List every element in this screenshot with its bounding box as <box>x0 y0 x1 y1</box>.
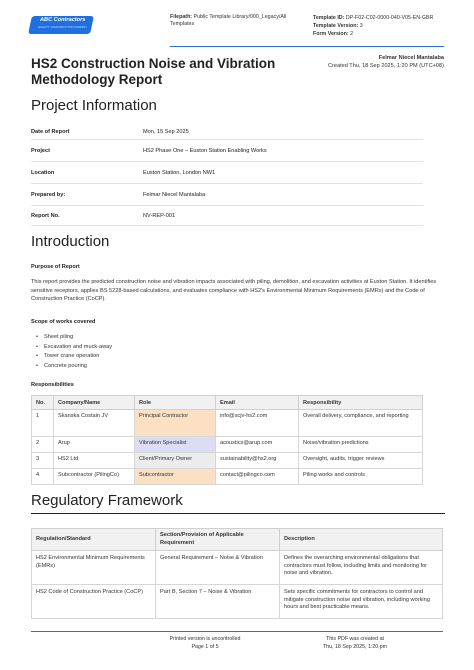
email: sustainability@hs2.org <box>216 453 299 469</box>
column-header: Section/Provision of Applicable Requirement <box>156 529 280 551</box>
table-row <box>32 410 423 437</box>
scope-list <box>44 333 112 371</box>
regulation-section: General Requirement – Noise & Vibration <box>156 551 280 585</box>
responsibility: Oversight, audits, trigger reviews <box>299 453 423 469</box>
email: acoustics@arup.com <box>216 437 299 453</box>
form-version-value: 2 <box>350 31 354 38</box>
role-badge: Subcontractor <box>135 469 216 485</box>
regulation-description: Sets specific commitments for contractors to control and mitigate construction noise and vibration, including working hours and best practicable means. <box>280 585 443 619</box>
project-key: Report No. <box>31 212 60 219</box>
project-row <box>31 140 423 162</box>
pdf-created-note: This PDF was created at <box>326 636 384 642</box>
pdf-created-date: Thu, 18 Sep 2025, 1:20 pm <box>322 643 388 650</box>
list-item: • Sheet piling <box>44 333 112 343</box>
row-number: 1 <box>32 410 54 437</box>
author-block <box>300 55 444 70</box>
project-key: Location <box>31 169 55 176</box>
company-name: Arup <box>54 437 135 453</box>
email: info@scjv-hs2.com <box>216 410 299 437</box>
responsibility: Noise/vibration predictions <box>299 437 423 453</box>
responsibility: Overall delivery, compliance, and reporting <box>299 410 423 437</box>
regulation-name: HS2 Code of Construction Practice (CoCP) <box>32 585 156 619</box>
list-item: • Excavation and muck-away <box>44 343 112 353</box>
template-version-label: Template Version: <box>313 23 359 30</box>
footer-left <box>150 636 260 651</box>
company-name: Subcontractor (PilingCo) <box>54 469 135 485</box>
list-item: • Tower crane operation <box>44 352 112 362</box>
filepath-label: Filepath: <box>170 14 193 20</box>
regulation-description: Defines the overarching environmental obligations that contractors must follow, including limits and monitoring for noise and vibration. <box>280 551 443 585</box>
filepath <box>170 14 300 29</box>
logo-text: ABC Contractors <box>40 17 86 23</box>
company-name: HS2 Ltd <box>54 453 135 469</box>
header-divider <box>170 46 444 47</box>
row-number: 4 <box>32 469 54 485</box>
document-title: HS2 Construction Noise and Vibration Methodology Report <box>31 56 276 87</box>
project-value: Mon, 15 Sep 2025 <box>143 128 189 135</box>
list-item: • Concrete pouring <box>44 362 112 372</box>
table-header-row <box>32 396 423 410</box>
project-key: Prepared by: <box>31 191 66 198</box>
project-value: NV-REP-001 <box>143 212 176 219</box>
role-badge: Client/Primary Owner <box>135 453 216 469</box>
uncontrolled-note: Printed version is uncontrolled <box>169 636 241 642</box>
column-header: No. <box>32 396 54 410</box>
row-number: 2 <box>32 437 54 453</box>
footer-right <box>300 636 410 651</box>
regulatory-table <box>31 528 443 619</box>
footer-divider <box>31 631 443 632</box>
table-row <box>32 453 423 469</box>
table-row <box>32 469 423 485</box>
author-name: Felmar Niecel Mantalaba <box>378 55 444 61</box>
template-id-label: Template ID: <box>313 15 345 21</box>
role-badge: Principal Contractor <box>135 410 216 437</box>
row-number: 3 <box>32 453 54 469</box>
project-info-table <box>31 124 423 226</box>
template-version-value: 3 <box>359 23 363 30</box>
page-number: Page 1 of 5 <box>191 643 219 650</box>
email: contact@pilingco.com <box>216 469 299 485</box>
page-header <box>0 0 474 46</box>
column-header: Responsibility <box>299 396 423 410</box>
column-header: Role <box>135 396 216 410</box>
purpose-label: Purpose of Report <box>31 264 80 270</box>
table-row <box>32 585 443 619</box>
project-row <box>31 162 423 184</box>
project-key: Project <box>31 147 50 154</box>
table-row <box>32 437 423 453</box>
logo-subtext: QUALITY CONSTRUCTION COMPANY <box>38 26 88 29</box>
column-header: Email <box>216 396 299 410</box>
responsibilities-label: Responsibilities <box>31 382 74 388</box>
responsibilities-table <box>31 395 423 485</box>
regulation-section: Part B, Section 7 – Noise & Vibration <box>156 585 280 619</box>
created-date: Created Thu, 18 Sep 2025, 1:20 PM (UTC+08) <box>327 62 444 69</box>
section-heading-introduction: Introduction <box>31 233 110 250</box>
form-version-label: Form Version: <box>313 31 349 38</box>
company-name: Skanska Costain JV <box>54 410 135 437</box>
regulation-name: HS2 Environmental Minimum Requirements (EMRs) <box>32 551 156 585</box>
project-value: Felmar Niecel Mantalaba <box>143 191 206 198</box>
project-value: HS2 Phase One – Euston Station Enabling Works <box>143 147 267 154</box>
column-header: Regulation/Standard <box>32 529 156 551</box>
responsibility: Piling works and controls <box>299 469 423 485</box>
project-row <box>31 184 423 206</box>
table-row <box>32 551 443 585</box>
project-value: Euston Station, London NW1 <box>143 169 216 176</box>
section-heading-project: Project Information <box>31 97 157 114</box>
template-id-value: DP-F02-C02-0000-040-V05-EN-GBR <box>345 15 434 21</box>
table-header-row <box>32 529 443 551</box>
column-header: Company/Name <box>54 396 135 410</box>
project-row <box>31 124 423 140</box>
filepath-value: Public Template Library/000_Legacy/All Templates <box>170 14 287 28</box>
project-row <box>31 206 423 226</box>
role-badge: Vibration Specialist <box>135 437 216 453</box>
project-key: Date of Report <box>31 128 70 135</box>
section-heading-regulatory: Regulatory Framework <box>31 492 445 514</box>
purpose-text: This report provides the predicted construction noise and vibration impacts associated with piling, demolition, and excavation activities at Euston Station. It identifies sensitive receptors, applies BS 5228-based calculations, and evaluates compliance with HS2's Environmental Minimum Requirements (EMRs) and the Code of Construction Practice (CoCP). <box>31 279 437 303</box>
scope-label: Scope of works covered <box>31 319 96 325</box>
template-meta <box>313 14 463 39</box>
column-header: Description <box>280 529 443 551</box>
